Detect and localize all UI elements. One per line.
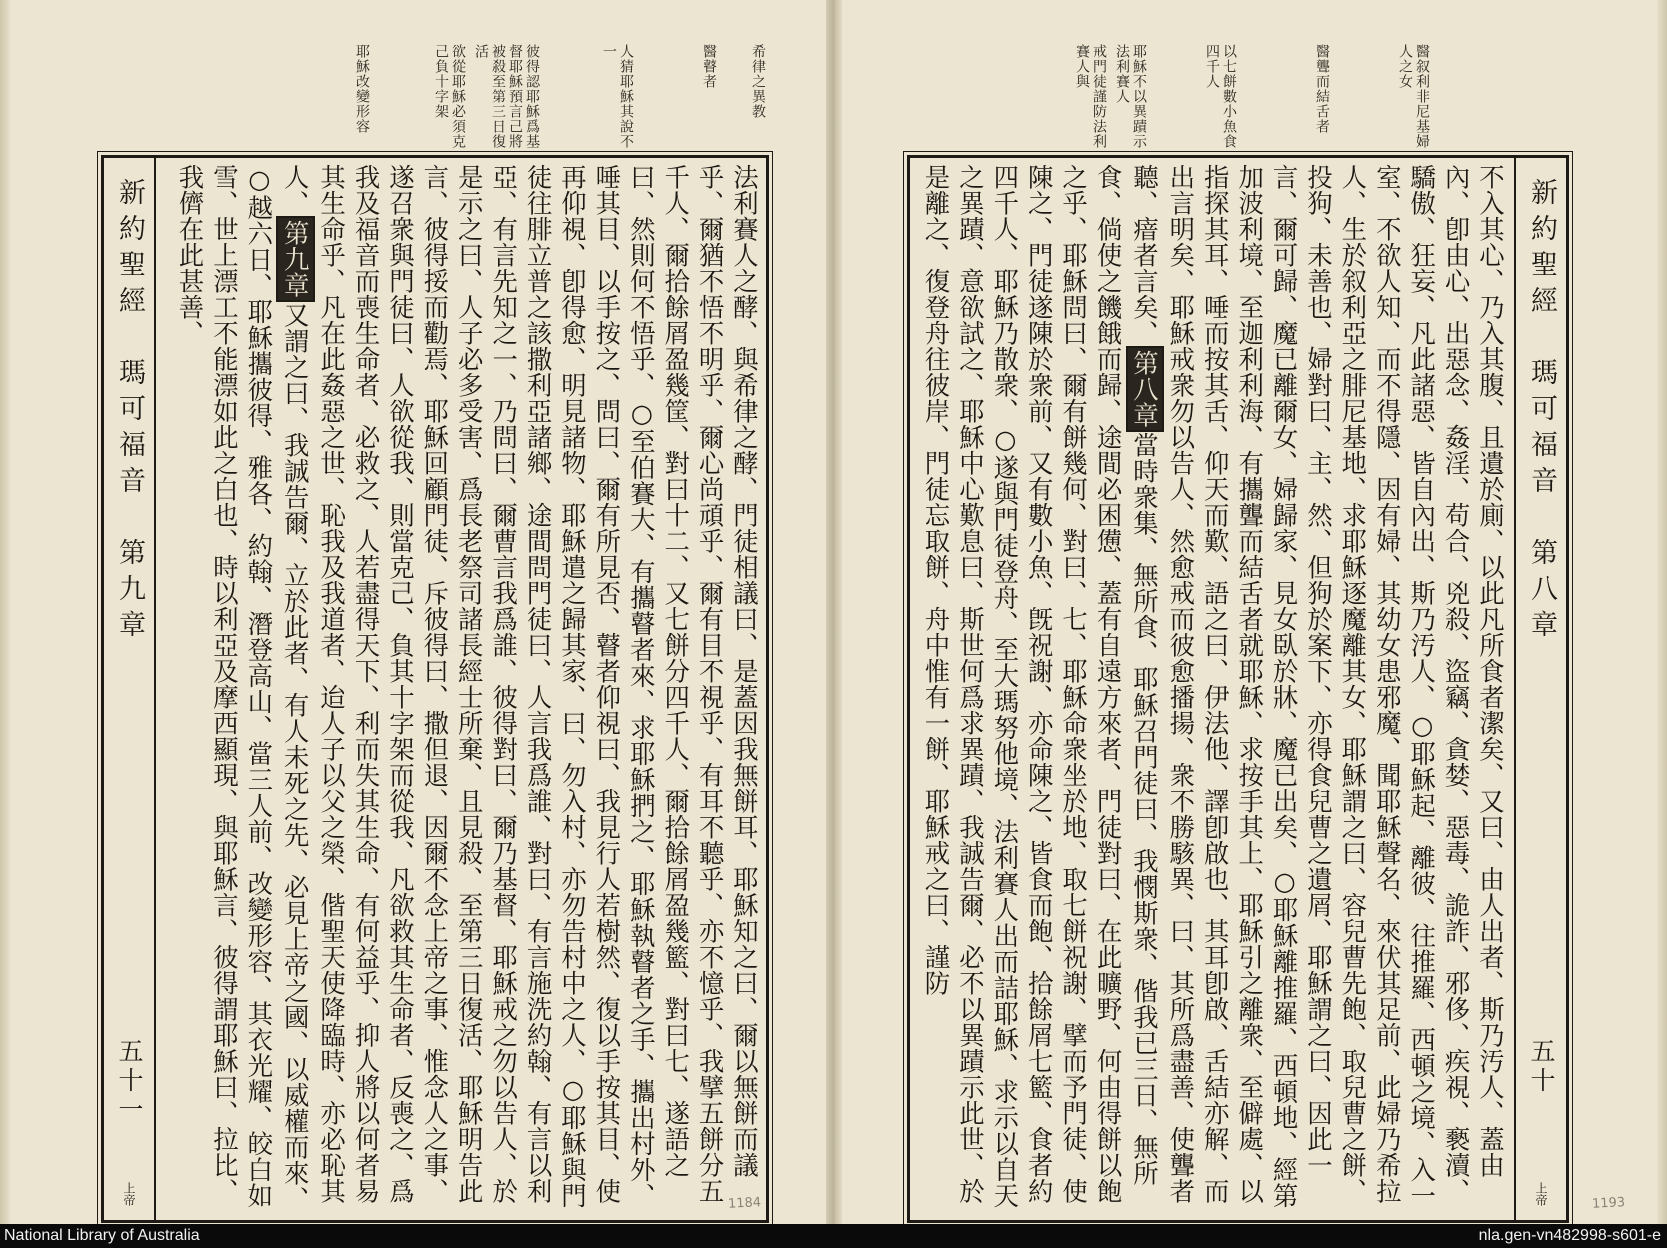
headnote: 醫叙利非尼基婦人之女 bbox=[1397, 44, 1430, 149]
headnote: 欲從耶穌必須克己負十字架 bbox=[433, 44, 466, 149]
page-number: 五十一 bbox=[115, 1038, 144, 1125]
right-text-frame bbox=[907, 155, 1569, 1223]
running-title: 新約聖經 瑪可福音 第八章 bbox=[1526, 178, 1557, 646]
catchword: 上帝 bbox=[1534, 1182, 1548, 1206]
chapter-heading: 第八章 bbox=[1126, 346, 1164, 432]
headnote: 希律之異教 bbox=[750, 44, 766, 119]
pencil-annotation: 1184 bbox=[727, 1195, 762, 1212]
right-headnotes bbox=[870, 44, 1430, 152]
headnote: 耶穌改變形容 bbox=[354, 44, 370, 134]
chapter-heading: 第九章 bbox=[276, 216, 314, 302]
headnote: 戒門徒謹防法利賽人與 bbox=[1074, 44, 1107, 149]
headnote: 以七餅數小魚食四千人 bbox=[1204, 44, 1237, 149]
headnote: 彼得認耶穌爲基督耶穌預言己將被殺至第三日復活 bbox=[473, 44, 540, 149]
scripture-text: 不入其心、乃入其腹、且遺於廁、以此凡所食者潔矣、又曰、由人出者、斯乃汚人、蓋由內、卽由心、出惡念、姦淫、苟合、兇殺、盜竊、貪婪、惡毒、詭詐、邪侈、疾視、褻瀆、驕傲、狂妄、凡此諸惡、皆自內出、斯乃汚人、○耶穌起、離彼、往推羅、西頓之境、入一室、不欲人知、而不得隱、因有婦、其幼女患邪魔、聞耶穌聲名、來伏其足前、此婦乃希拉人、生於叙利亞之腓尼基地、求耶穌逐魔離其女、耶穌謂之曰、容兒曹先飽、取兒曹之餅、投狗、未善也、婦對曰、主、然、但狗於案下、亦得食兒曹之遺屑、耶穌謂之曰、因此一言、爾可歸、魔已離爾女、婦歸家、見女臥於牀、魔已出矣、○耶穌離推羅、西頓地、經第加波利境、至迦利利海、有攜聾而結舌者就耶穌、求按手其上、耶穌引之離衆、至僻處、以指探其耳、唾而按其舌、仰天而歎、語之曰、伊法他、譯卽啟也、其耳卽啟、舌結亦解、而出言明矣、耶穌戒衆勿以告人、然愈戒而彼愈播揚、衆不勝駭異、曰、其所爲盡善、使聾者聽、瘖者言矣、 bbox=[1129, 164, 1506, 1209]
left-headnotes bbox=[176, 44, 766, 152]
pencil-annotation: 1193 bbox=[1591, 1195, 1626, 1212]
left-text-frame bbox=[101, 155, 769, 1223]
left-body-text bbox=[162, 164, 762, 1214]
headnote: 醫聾而結舌者 bbox=[1314, 44, 1330, 134]
archive-footer-bar bbox=[0, 1224, 1667, 1248]
scripture-text: 又謂之曰、我誠告爾、立於此者、有人未死之先、必見上帝之國、以威權而來、○越六日、耶穌攜彼得、雅各、約翰、潛登高山、當三人前、改變形容、其衣光耀、皎白如雪、世上漂工不能漂如此之白也、時以利亞及摩西顯現、與耶穌言、彼得謂耶穌曰、拉比、我儕在此甚善、 bbox=[175, 164, 311, 1212]
running-title: 新約聖經 瑪可福音 第九章 bbox=[114, 178, 145, 646]
right-page-edge bbox=[1657, 0, 1667, 1224]
footer-identifier: nla.gen-vn482998-s601-e bbox=[1478, 1227, 1661, 1244]
scripture-text: 當時衆集、無所食、耶穌召門徒曰、我憫斯衆、偕我已三日、無所食、倘使之饑餓而歸、途間必困憊、蓋有自遠方來者、門徒對曰、在此曠野、何由得餅以飽之乎、耶穌問曰、爾有餅幾何、對曰、七、耶穌命衆坐於地、取七餅祝謝、擘而予門徒、使陳之、門徒遂陳於衆前、又有數小魚、旣祝謝、亦命陳之、皆食而飽、拾餘屑七籃、食者約四千人、耶穌乃散衆、○遂與門徒登舟、至大瑪努他境、法利賽人出而詰耶穌、求示以自天之異蹟、意欲試之、耶穌中心歎息曰、斯世何爲求異蹟、我誠告爾、必不以異蹟示此世、於是離之、復登舟往彼岸、門徒忘取餅、舟中惟有一餅、耶穌戒之曰、謹防 bbox=[921, 164, 1160, 1209]
catchword: 上帝 bbox=[122, 1182, 136, 1206]
page-number: 五十 bbox=[1527, 1038, 1556, 1096]
left-page-edge bbox=[0, 0, 10, 1224]
headnote: 耶穌不以異蹟示法利賽人 bbox=[1114, 44, 1147, 149]
footer-institution: National Library of Australia bbox=[4, 1227, 200, 1244]
headnote: 醫瞽者 bbox=[701, 44, 717, 89]
right-running-header bbox=[1514, 158, 1566, 1220]
left-running-header bbox=[104, 158, 156, 1220]
book-gutter bbox=[826, 0, 842, 1224]
headnote: 人猜耶穌其說不一 bbox=[601, 44, 634, 149]
right-body-text bbox=[914, 164, 1508, 1214]
scripture-text: 法利賽人之酵、與希律之酵、門徒相議曰、是蓋因我無餅耳、耶穌知之曰、爾以無餅而議乎、爾猶不悟不明乎、爾心尚頑乎、爾有目不視乎、有耳不聽乎、亦不憶乎、我擘五餅分五千人、爾拾餘屑盈幾筐、對曰十二、又七餅分四千人、爾拾餘屑盈幾籃、對曰七、遂語之曰、然則何不悟乎、○至伯賽大、有攜瞽者來、求耶穌捫之、耶穌執瞽者之手、攜出村外、唾其目、以手按之、問曰、爾有所見否、瞽者仰視曰、我見行人若樹然、復以手按其目、使再仰視、卽得愈、明見諸物、耶穌遣之歸其家、曰、勿入村、亦勿告村中之人、○耶穌與門徒往腓立普之該撒利亞諸鄉、途間問門徒曰、人言我爲誰、對曰、有言施洗約翰、有言以利亞、有言先知之一、乃問曰、爾曹言我爲誰、彼得對曰、爾乃基督、耶穌戒之勿以告人、於是示之曰、人子必多受害、爲長老祭司諸長經士所棄、且見殺、至第三日復活、耶穌明告此言、彼得挼而勸焉、耶穌回顧門徒、斥彼得曰、撒但退、因爾不念上帝之事、惟念人之事、遂召衆與門徒曰、人欲從我、則當克己、負其十字架而從我、凡欲救其生命者、反喪之、爲我及福音而喪生命者、必救之、人若盡得天下、利而失其生命、有何益乎、抑人將以何者易其生命乎、凡在此姦惡之世、恥我及我道者、迨人子以父之榮、偕聖天使降臨時、亦必恥其人、 bbox=[280, 164, 760, 1209]
